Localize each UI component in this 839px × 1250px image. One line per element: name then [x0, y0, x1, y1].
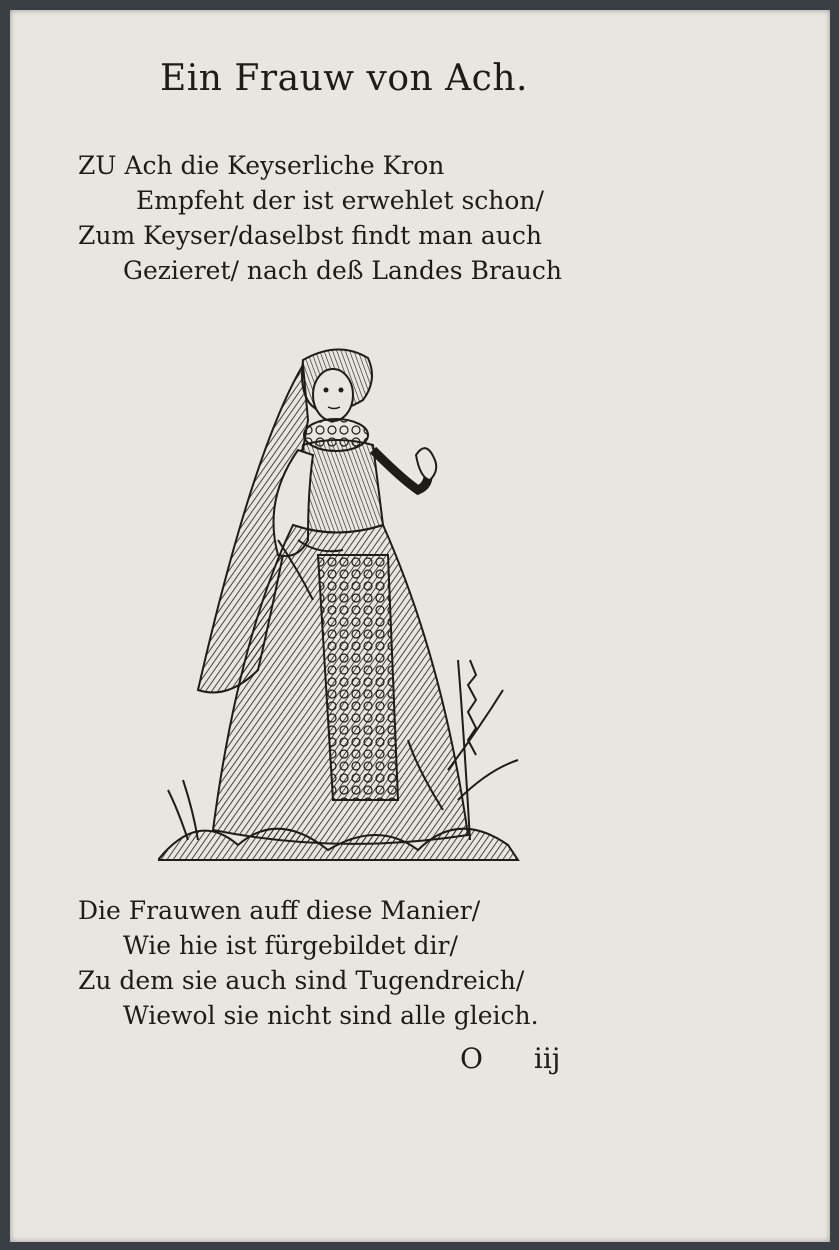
page-title: Ein Frauw von Ach.: [160, 58, 528, 99]
book-page: [10, 10, 830, 1242]
verse-line: Zu dem sie auch sind Tugendreich/: [78, 966, 525, 995]
verse-line: Wiewol sie nicht sind alle gleich.: [123, 1001, 539, 1030]
verse-bottom: [78, 893, 539, 1033]
verse-line: ZU Ach die Keyserliche Kron: [78, 151, 445, 180]
verse-line: Wie hie ist fürgebildet dir/: [123, 931, 458, 960]
verse-top: [78, 148, 562, 288]
signature-number: iij: [533, 1042, 561, 1075]
verse-line: Empfeht der ist erwehlet schon/: [136, 186, 544, 215]
woman-figure: [198, 349, 468, 843]
signature-letter: O: [460, 1042, 483, 1075]
verse-line: Die Frauwen auff diese Manier/: [78, 896, 481, 925]
woodcut-illustration: [158, 340, 523, 870]
verse-line: Gezieret/ nach deß Landes Brauch: [123, 256, 563, 285]
verse-line: Zum Keyser/daselbst findt man auch: [78, 221, 542, 250]
signature-mark: [460, 1042, 560, 1075]
